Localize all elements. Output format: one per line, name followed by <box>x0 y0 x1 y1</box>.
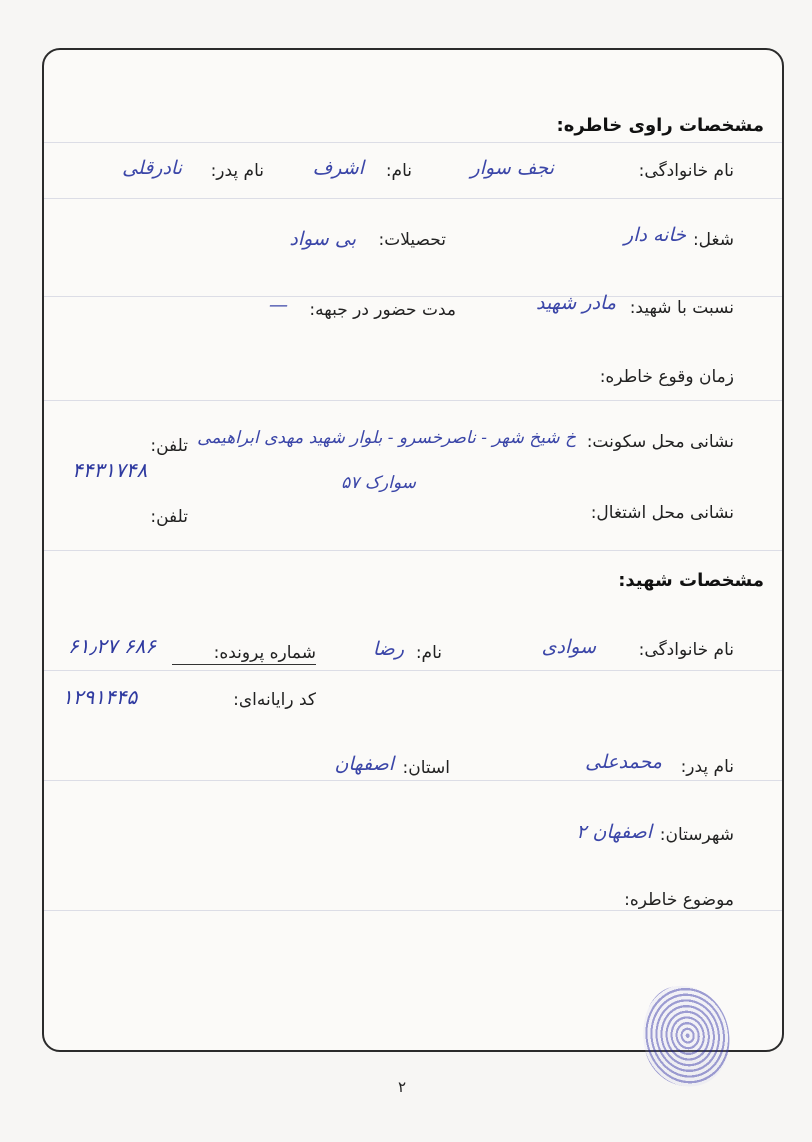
education-value: بی سواد <box>289 228 356 250</box>
file-number-underline <box>172 664 316 665</box>
martyr-first-name-value: رضا <box>372 638 404 660</box>
bleed-through-line <box>44 296 782 297</box>
home-address-label: نشانی محل سکونت: <box>586 432 734 452</box>
home-phone-value: ۴۴۳۱۷۴۸ <box>72 458 148 482</box>
bleed-through-line <box>44 198 782 199</box>
bleed-through-line <box>44 550 782 551</box>
file-number-value: ۶۱٫۲۷ ۶۸۶ <box>68 634 157 658</box>
front-duration-label: مدت حضور در جبهه: <box>309 300 456 320</box>
bleed-through-line <box>44 780 782 781</box>
job-label: شغل: <box>692 230 734 250</box>
province-value: اصفهان <box>334 753 394 775</box>
memory-time-label: زمان وقوع خاطره: <box>599 367 734 387</box>
martyr-first-name-label: نام: <box>415 643 442 663</box>
file-number-label: شماره پرونده: <box>213 643 316 663</box>
city-value: اصفهان ۲ <box>576 821 652 843</box>
province-label: استان: <box>402 758 450 778</box>
narrator-family-name-value: نجف سوار <box>470 157 554 179</box>
narrator-heading: مشخصات راوی خاطره: <box>556 115 764 136</box>
bleed-through-line <box>44 142 782 143</box>
martyr-family-name-label: نام خانوادگی: <box>638 640 734 660</box>
work-phone-label: تلفن: <box>150 507 188 527</box>
narrator-father-name-label: نام پدر: <box>210 161 264 181</box>
memory-subject-label: موضوع خاطره: <box>624 890 734 910</box>
bleed-through-line <box>44 400 782 401</box>
home-address-value: خ شیخ شهر - ناصرخسرو - بلوار شهید مهدی ابراهیمی <box>197 428 576 448</box>
martyr-father-name-value: محمدعلی <box>585 751 662 773</box>
narrator-family-name-label: نام خانوادگی: <box>638 161 734 181</box>
work-address-label: نشانی محل اشتغال: <box>590 503 734 523</box>
narrator-father-name-value: نادرقلی <box>122 157 182 179</box>
martyr-heading: مشخصات شهید: <box>618 570 764 591</box>
computer-code-value: ۱۲۹۱۴۴۵ <box>62 685 138 709</box>
bleed-through-line <box>44 670 782 671</box>
education-label: تحصیلات: <box>378 230 446 250</box>
computer-code-label: کد رایانه‌ای: <box>233 690 316 710</box>
home-phone-label: تلفن: <box>150 436 188 456</box>
home-address-value-line2: سوارک ۵۷ <box>341 473 416 493</box>
front-duration-value: — <box>269 294 288 316</box>
martyr-family-name-value: سوادی <box>541 636 596 658</box>
relation-value: مادر شهید <box>535 292 616 314</box>
page-number: ۲ <box>398 1078 407 1096</box>
narrator-first-name-value: اشرف <box>312 157 364 179</box>
martyr-father-name-label: نام پدر: <box>680 757 734 777</box>
city-label: شهرستان: <box>659 825 734 845</box>
relation-label: نسبت با شهید: <box>629 298 734 318</box>
narrator-first-name-label: نام: <box>385 161 412 181</box>
bleed-through-line <box>44 910 782 911</box>
job-value: خانه دار <box>624 224 686 246</box>
